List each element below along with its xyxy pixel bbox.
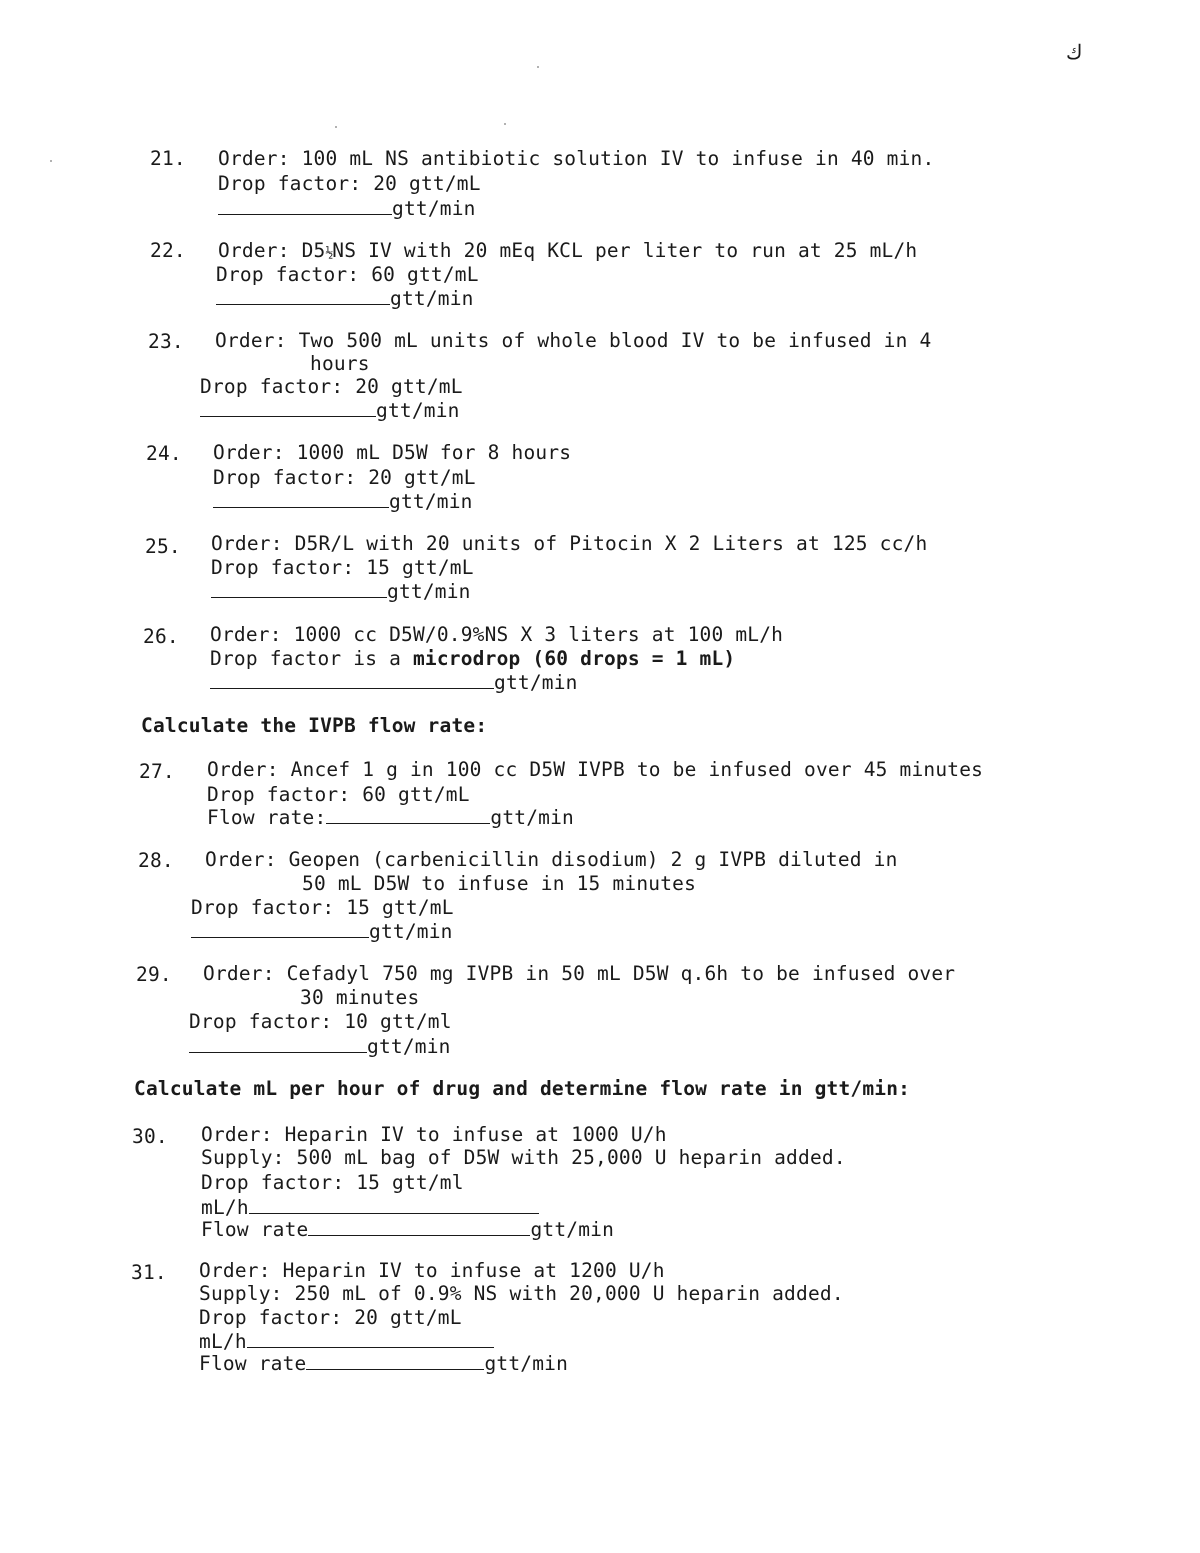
problem-number: 29. bbox=[136, 963, 172, 986]
unit-label: gtt/min bbox=[389, 490, 473, 513]
drop-factor: Drop factor: 15 gtt/ml bbox=[201, 1171, 464, 1194]
flow-rate-label: Flow rate bbox=[199, 1352, 307, 1375]
problem-number: 23. bbox=[148, 330, 184, 353]
drop-factor: Drop factor is a microdrop (60 drops = 1 mL) bbox=[210, 647, 736, 670]
problem-number: 28. bbox=[138, 849, 174, 872]
answer-line bbox=[211, 579, 471, 603]
unit-label: gtt/min bbox=[494, 671, 578, 694]
order-text: Order: 100 mL NS antibiotic solution IV to infuse in 40 min. bbox=[218, 147, 935, 170]
mlh-blank[interactable] bbox=[249, 1195, 539, 1214]
drop-factor: Drop factor: 60 gtt/mL bbox=[207, 783, 470, 806]
scan-speck bbox=[335, 126, 337, 128]
order-text: Order: 1000 mL D5W for 8 hours bbox=[213, 441, 572, 464]
answer-line bbox=[189, 1034, 451, 1058]
mlh-label: mL/h bbox=[201, 1196, 249, 1219]
answer-line bbox=[200, 398, 460, 422]
order-text: Order: Heparin IV to infuse at 1200 U/h bbox=[199, 1259, 665, 1282]
section-heading-ivpb: Calculate the IVPB flow rate: bbox=[141, 714, 488, 737]
section-heading-heparin: Calculate mL per hour of drug and determine flow rate in gtt/min: bbox=[134, 1077, 911, 1100]
problem-number: 26. bbox=[143, 625, 179, 648]
order-text: Order: Ancef 1 g in 100 cc D5W IVPB to be infused over 45 minutes bbox=[207, 758, 984, 781]
order-continuation: 30 minutes bbox=[300, 986, 420, 1009]
answer-blank[interactable] bbox=[218, 196, 392, 215]
supply-text: Supply: 500 mL bag of D5W with 25,000 U heparin added. bbox=[201, 1146, 846, 1169]
flow-rate-label: Flow rate: bbox=[207, 806, 327, 829]
answer-line bbox=[216, 286, 474, 310]
answer-blank[interactable] bbox=[191, 919, 369, 938]
mlh-line bbox=[199, 1329, 494, 1353]
drop-factor: Drop factor: 20 gtt/mL bbox=[218, 172, 481, 195]
unit-label: gtt/min bbox=[387, 580, 471, 603]
unit-label: gtt/min bbox=[376, 399, 460, 422]
answer-blank[interactable] bbox=[189, 1034, 367, 1053]
mlh-line bbox=[201, 1195, 539, 1219]
order-text: Order: Two 500 mL units of whole blood IV to be infused in 4 bbox=[215, 329, 932, 352]
problem-number: 25. bbox=[145, 535, 181, 558]
order-continuation: hours bbox=[310, 352, 370, 375]
answer-line bbox=[199, 1351, 568, 1375]
order-text: Order: D5½NS IV with 20 mEq KCL per liter to run at 25 mL/h bbox=[218, 239, 918, 262]
answer-line bbox=[218, 196, 476, 220]
unit-label: gtt/min bbox=[484, 1352, 569, 1375]
drop-factor: Drop factor: 20 gtt/mL bbox=[199, 1306, 462, 1329]
unit-label: gtt/min bbox=[392, 197, 476, 220]
scan-speck bbox=[537, 66, 539, 68]
order-continuation: 50 mL D5W to infuse in 15 minutes bbox=[302, 872, 697, 895]
answer-blank[interactable] bbox=[308, 1217, 530, 1236]
supply-text: Supply: 250 mL of 0.9% NS with 20,000 U heparin added. bbox=[199, 1282, 844, 1305]
scan-speck bbox=[504, 123, 506, 125]
mlh-blank[interactable] bbox=[247, 1329, 494, 1348]
answer-blank[interactable] bbox=[200, 398, 376, 417]
unit-label: gtt/min bbox=[367, 1035, 451, 1058]
answer-line bbox=[213, 489, 473, 513]
unit-label: gtt/min bbox=[369, 920, 453, 943]
answer-blank[interactable] bbox=[213, 489, 389, 508]
drop-factor: Drop factor: 15 gtt/mL bbox=[211, 556, 474, 579]
corner-handwritten-mark: ك bbox=[1066, 40, 1083, 64]
answer-blank[interactable] bbox=[210, 670, 494, 689]
answer-line bbox=[210, 670, 578, 694]
drop-factor: Drop factor: 15 gtt/mL bbox=[191, 896, 454, 919]
drop-factor: Drop factor: 20 gtt/mL bbox=[200, 375, 463, 398]
order-text: Order: Geopen (carbenicillin disodium) 2 g IVPB diluted in bbox=[205, 848, 898, 871]
order-text: Order: Cefadyl 750 mg IVPB in 50 mL D5W q.6h to be infused over bbox=[203, 962, 956, 985]
answer-blank[interactable] bbox=[306, 1351, 484, 1370]
order-text: Order: 1000 cc D5W/0.9%NS X 3 liters at 100 mL/h bbox=[210, 623, 784, 646]
scan-speck bbox=[50, 160, 52, 162]
problem-number: 24. bbox=[146, 442, 182, 465]
drop-factor: Drop factor: 10 gtt/ml bbox=[189, 1010, 452, 1033]
problem-number: 21. bbox=[150, 147, 186, 170]
answer-line bbox=[207, 805, 574, 829]
problem-number: 30. bbox=[132, 1125, 168, 1148]
drop-factor: Drop factor: 20 gtt/mL bbox=[213, 466, 476, 489]
answer-blank[interactable] bbox=[211, 579, 387, 598]
mlh-label: mL/h bbox=[199, 1330, 247, 1353]
unit-label: gtt/min bbox=[390, 287, 474, 310]
flow-rate-label: Flow rate bbox=[201, 1218, 309, 1241]
unit-label: gtt/min bbox=[490, 806, 574, 829]
problem-number: 31. bbox=[131, 1261, 167, 1284]
order-text: Order: D5R/L with 20 units of Pitocin X 2 Liters at 125 cc/h bbox=[211, 532, 928, 555]
answer-blank[interactable] bbox=[216, 286, 390, 305]
order-text: Order: Heparin IV to infuse at 1000 U/h bbox=[201, 1123, 667, 1146]
unit-label: gtt/min bbox=[530, 1218, 615, 1241]
answer-line bbox=[191, 919, 453, 943]
problem-number: 22. bbox=[150, 239, 186, 262]
drop-factor: Drop factor: 60 gtt/mL bbox=[216, 263, 479, 286]
answer-blank[interactable] bbox=[326, 805, 490, 824]
problem-number: 27. bbox=[139, 760, 175, 783]
answer-line bbox=[201, 1217, 614, 1241]
